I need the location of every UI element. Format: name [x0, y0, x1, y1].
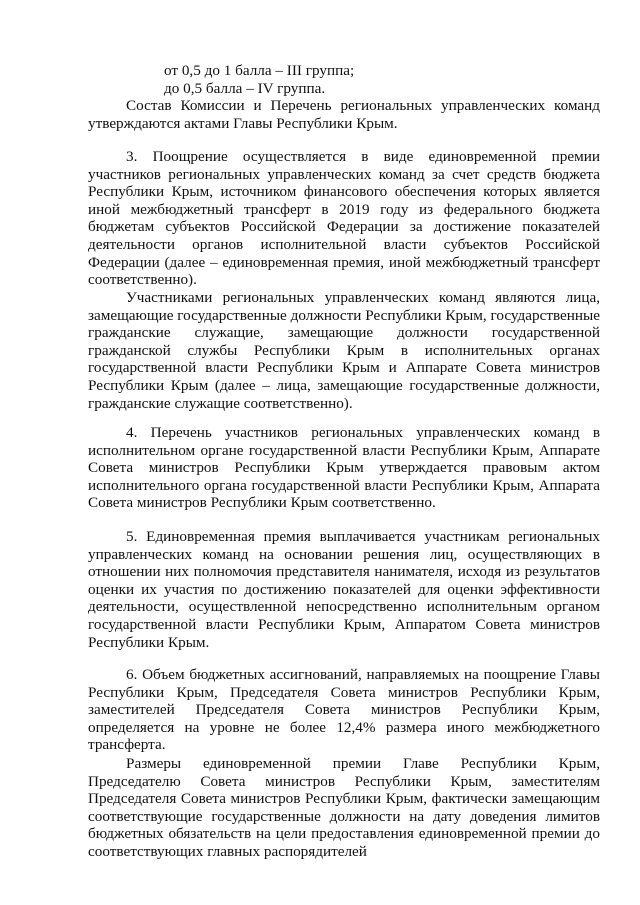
- groups-and-composition: [88, 62, 600, 132]
- paragraph-item-5: 5. Единовременная премия выплачивается участникам региональных управленческих команд на основании решения лиц, осуществляющих в отношении них полномочия представителя нанимателя, исходя из результатов оценки их участия по достижению показателей для оценки эффективности деятельности, осуществленной непосредственно исполнительным органом государственной власти Республики Крым, Аппаратом Совета министров Республики Крым.: [88, 528, 600, 651]
- section-5: [88, 528, 600, 651]
- paragraph-item-6: 6. Объем бюджетных ассигнований, направляемых на поощрение Главы Республики Крым, Председателя Совета министров Республики Крым, заместителей Председателя Совета министров Республики Крым, определяется на уровне не более 12,4% размера иного межбюджетного трансферта.: [88, 666, 600, 754]
- section-4: [88, 424, 600, 512]
- paragraph-sizes: Размеры единовременной премии Главе Республики Крым, Председателю Совета министров Республики Крым, заместителям Председателя Совета министров Республики Крым, фактически замещающим соответствующие государственные должности на дату доведения лимитов бюджетных обязательств на цели предоставления единовременной премии до соответствующих главных распорядителей: [88, 755, 600, 860]
- group-iv-line: до 0,5 балла – IV группа.: [164, 79, 326, 97]
- paragraph-participants: Участниками региональных управленческих команд являются лица, замещающие государственные должности Республики Крым, государственные гражданские служащие, замещающие должности государственной гражданской службы Республики Крым в исполнительных органах государственной власти Республики Крым и Аппарате Совета министров Республики Крым (далее – лица, замещающие государственные должности, гражданские служащие соответственно).: [88, 289, 600, 412]
- paragraph-item-3: 3. Поощрение осуществляется в виде единовременной премии участников региональных управленческих команд за счет средств бюджета Республики Крым, источником финансового обеспечения которых является иной межбюджетный трансферт в 2019 году из федерального бюджета бюджетам субъектов Российской Федерации за достижение показателей деятельности органов исполнительной власти субъектов Российской Федерации (далее – единовременная премия, иной межбюджетный трансферт соответственно).: [88, 148, 600, 289]
- section-3: [88, 148, 600, 289]
- sizes-section: [88, 755, 600, 861]
- paragraph-item-4: 4. Перечень участников региональных управленческих команд в исполнительном органе государственной власти Республики Крым, Аппарате Совета министров Республики Крым утверждается правовым актом исполнительного органа государственной власти Республики Крым, Аппарата Совета министров Республики Крым соответственно.: [88, 424, 600, 512]
- section-6: [88, 666, 600, 754]
- group-iii-line: от 0,5 до 1 балла – III группа;: [164, 62, 355, 79]
- composition-paragraph: Состав Комиссии и Перечень региональных управленческих команд утверждаются актами Главы Республики Крым.: [88, 97, 600, 132]
- participants-section: [88, 289, 600, 412]
